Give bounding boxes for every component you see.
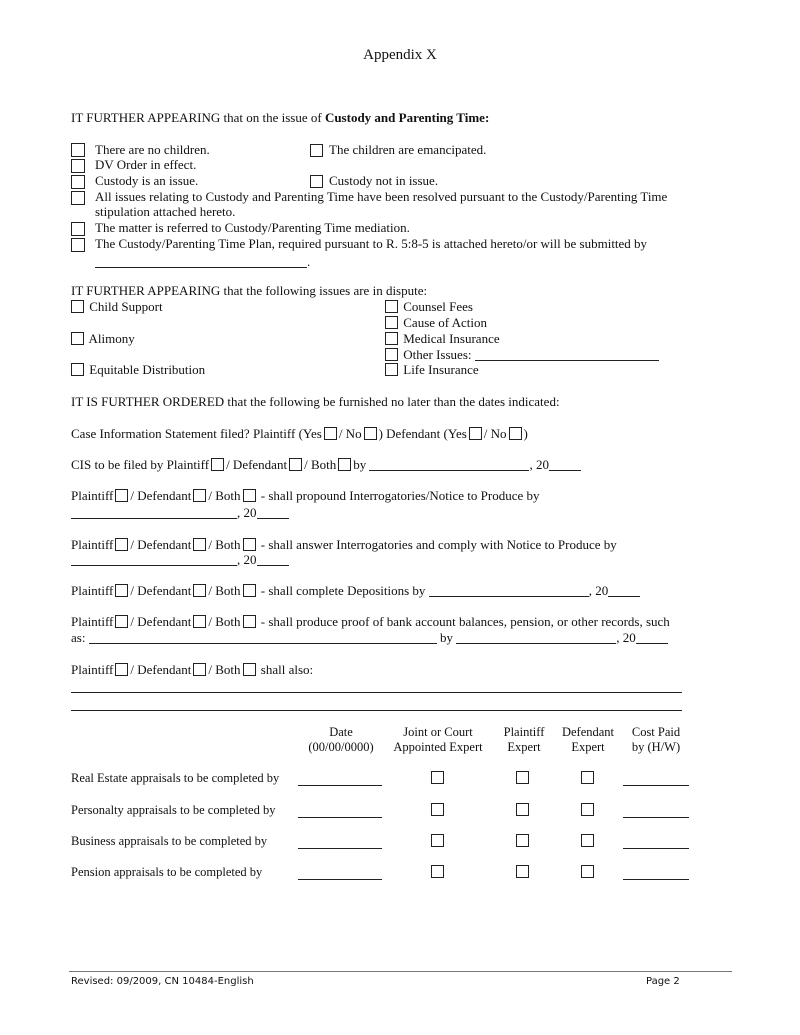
text: by <box>439 630 453 645</box>
checkbox-plaintiff-yes[interactable] <box>324 427 337 440</box>
date-field[interactable] <box>369 458 529 471</box>
intro-text: IT FURTHER APPEARING that on the issue of <box>71 110 325 125</box>
text: / No <box>338 426 362 441</box>
date-field[interactable] <box>298 817 382 818</box>
cost-paid-field[interactable] <box>623 848 689 849</box>
cis-filed-line <box>71 426 528 442</box>
label-custody-issue: Custody is an issue. <box>95 173 199 188</box>
text: - shall produce proof of bank account balances, pension, or other records, such <box>260 614 670 629</box>
text: , 20 <box>588 583 609 598</box>
checkbox-defendant-expert[interactable] <box>581 865 594 878</box>
text: , 20 <box>529 457 549 472</box>
custody-intro <box>71 110 489 126</box>
label: Child Support <box>89 299 163 314</box>
checkbox-joint-expert[interactable] <box>431 865 444 878</box>
label-plan: The Custody/Parenting Time Plan, required pursuant to R. 5:8-5 is attached hereto/or will be submitted by <box>95 236 648 251</box>
checkbox-defendant[interactable] <box>193 663 206 676</box>
appraisal-row-label: Pension appraisals to be completed by <box>71 865 263 879</box>
records-field[interactable] <box>89 631 437 644</box>
checkbox-medical-insurance[interactable] <box>385 332 398 345</box>
text: / Both <box>208 614 241 629</box>
checkbox-defendant[interactable] <box>289 458 302 471</box>
date-field[interactable] <box>71 506 237 519</box>
date-field[interactable] <box>298 785 382 786</box>
checkbox-defendant-yes[interactable] <box>469 427 482 440</box>
dispute-other <box>385 347 659 363</box>
checkbox-plaintiff-expert[interactable] <box>516 865 529 878</box>
label: Equitable Distribution <box>89 362 206 377</box>
year-field[interactable] <box>636 631 668 644</box>
cost-paid-field[interactable] <box>623 817 689 818</box>
checkbox-plaintiff[interactable] <box>115 489 128 502</box>
also-field-1[interactable] <box>71 692 682 693</box>
year-field[interactable] <box>608 584 640 597</box>
checkbox-defendant-no[interactable] <box>509 427 522 440</box>
label: Alimony <box>88 331 135 346</box>
text: / Defendant <box>130 662 192 677</box>
blank-line[interactable] <box>95 255 307 268</box>
text: - shall propound Interrogatories/Notice to Produce by <box>260 488 540 503</box>
also-line <box>71 662 313 678</box>
page-title: Appendix X <box>363 47 437 63</box>
label: Cause of Action <box>403 315 488 330</box>
checkbox-joint-expert[interactable] <box>431 771 444 784</box>
date-field[interactable] <box>429 584 589 597</box>
dispute-life <box>385 362 479 378</box>
text: Case Information Statement filed? Plaintiff (Yes <box>71 426 322 441</box>
checkbox-plaintiff-expert[interactable] <box>516 803 529 816</box>
text: / No <box>483 426 507 441</box>
dispute-counsel-fees <box>385 299 473 315</box>
intro-bold: Custody and Parenting Time: <box>324 110 490 125</box>
checkbox-plaintiff[interactable] <box>115 663 128 676</box>
footer-divider <box>69 971 732 972</box>
header-plaintiff-expert: Plaintiff Expert <box>503 725 545 754</box>
checkbox-joint-expert[interactable] <box>431 834 444 847</box>
dispute-alimony <box>71 331 135 347</box>
date-field[interactable] <box>456 631 616 644</box>
text: / Defendant <box>130 488 192 503</box>
checkbox-issues-resolved[interactable] <box>71 191 85 205</box>
propound-date <box>71 505 289 521</box>
dispute-medical <box>385 331 500 347</box>
label-issues-resolved-cont: stipulation attached hereto. <box>95 204 236 219</box>
header-cost-paid: Cost Paid by (H/W) <box>631 725 681 754</box>
checkbox-alimony[interactable] <box>71 332 84 345</box>
header-joint-expert: Joint or Court Appointed Expert <box>393 725 483 754</box>
text: Plaintiff <box>71 614 114 629</box>
also-field-2[interactable] <box>71 710 682 711</box>
bank-line-cont <box>71 630 668 646</box>
dispute-intro: IT FURTHER APPEARING that the following issues are in dispute: <box>71 283 428 298</box>
cis-to-file-line <box>71 457 581 473</box>
checkbox-plaintiff[interactable] <box>115 615 128 628</box>
label: Life Insurance <box>403 362 479 377</box>
text: shall also: <box>260 662 314 677</box>
checkbox-defendant-expert[interactable] <box>581 771 594 784</box>
appraisal-row-label: Business appraisals to be completed by <box>71 834 268 848</box>
text: Plaintiff <box>71 488 114 503</box>
text: ) Defendant (Yes <box>378 426 467 441</box>
checkbox-defendant[interactable] <box>193 489 206 502</box>
checkbox-plaintiff[interactable] <box>115 584 128 597</box>
bank-line <box>71 614 670 630</box>
ordered-intro: IT IS FURTHER ORDERED that the following be furnished no later than the dates indicated: <box>71 394 560 409</box>
checkbox-plaintiff-expert[interactable] <box>516 834 529 847</box>
text: / Defendant <box>130 537 192 552</box>
checkbox-plaintiff[interactable] <box>211 458 224 471</box>
checkbox-mediation[interactable] <box>71 222 85 236</box>
text: ) <box>523 426 528 441</box>
text: , 20 <box>237 505 257 520</box>
plan-date-field[interactable] <box>95 254 310 270</box>
text: / Both <box>304 457 337 472</box>
checkbox-both[interactable] <box>243 663 256 676</box>
text: / Defendant <box>130 614 192 629</box>
checkbox-dv-order[interactable] <box>71 159 85 173</box>
text: / Both <box>208 488 241 503</box>
header-defendant-expert: Defendant Expert <box>561 725 615 754</box>
answer-date <box>71 552 289 568</box>
date-field[interactable] <box>71 553 237 566</box>
appraisal-row-label: Personalty appraisals to be completed by <box>71 803 276 817</box>
checkbox-both[interactable] <box>243 615 256 628</box>
checkbox-both[interactable] <box>243 538 256 551</box>
date-field[interactable] <box>298 848 382 849</box>
answer-line <box>71 537 617 553</box>
text: Plaintiff <box>71 537 114 552</box>
label: Counsel Fees <box>403 299 473 314</box>
depositions-line <box>71 583 640 599</box>
checkbox-counsel-fees[interactable] <box>385 300 398 313</box>
dispute-equitable <box>71 362 205 378</box>
label: Other Issues: <box>403 347 472 362</box>
year-field[interactable] <box>257 506 289 519</box>
checkbox-defendant[interactable] <box>193 584 206 597</box>
label-custody-not-issue: Custody not in issue. <box>329 173 439 188</box>
period: . <box>307 254 311 269</box>
text: by <box>353 457 367 472</box>
text: / Both <box>208 583 241 598</box>
text: / Both <box>208 537 241 552</box>
text: / Defendant <box>130 583 192 598</box>
checkbox-child-support[interactable] <box>71 300 84 313</box>
checkbox-plaintiff-no[interactable] <box>364 427 377 440</box>
label-mediation: The matter is referred to Custody/Parenting Time mediation. <box>95 220 410 235</box>
checkbox-both[interactable] <box>243 584 256 597</box>
footer-revision: Revised: 09/2009, CN 10484-English <box>71 976 254 987</box>
checkbox-defendant[interactable] <box>193 538 206 551</box>
label-dv-order: DV Order in effect. <box>95 157 197 172</box>
checkbox-custody-not-issue[interactable] <box>310 175 323 188</box>
checkbox-joint-expert[interactable] <box>431 803 444 816</box>
label-issues-resolved: All issues relating to Custody and Parenting Time have been resolved pursuant to the Custody/Parenting Time <box>95 189 668 204</box>
checkbox-plaintiff[interactable] <box>115 538 128 551</box>
checkbox-life-insurance[interactable] <box>385 363 398 376</box>
date-field[interactable] <box>298 879 382 880</box>
text: CIS to be filed by Plaintiff <box>71 457 210 472</box>
text: / Defendant <box>226 457 288 472</box>
checkbox-plan[interactable] <box>71 238 85 252</box>
checkbox-cause-of-action[interactable] <box>385 316 398 329</box>
text: - shall answer Interrogatories and comply with Notice to Produce by <box>260 537 617 552</box>
checkbox-defendant-expert[interactable] <box>581 803 594 816</box>
checkbox-emancipated[interactable] <box>310 144 323 157</box>
text: - shall complete Depositions by <box>260 583 426 598</box>
label-no-children: There are no children. <box>95 142 210 157</box>
footer-page-number: Page 2 <box>646 976 680 987</box>
year-field[interactable] <box>549 458 581 471</box>
checkbox-custody-issue[interactable] <box>71 175 85 189</box>
checkbox-defendant[interactable] <box>193 615 206 628</box>
checkbox-both[interactable] <box>243 489 256 502</box>
label: Medical Insurance <box>403 331 500 346</box>
dispute-child-support <box>71 299 163 315</box>
text: , 20 <box>616 630 636 645</box>
year-field[interactable] <box>257 553 289 566</box>
text: / Both <box>208 662 241 677</box>
cost-paid-field[interactable] <box>623 785 689 786</box>
header-date: Date (00/00/0000) <box>308 725 374 754</box>
text: Plaintiff <box>71 662 114 677</box>
dispute-cause <box>385 315 487 331</box>
propound-line <box>71 488 540 504</box>
other-issues-field[interactable] <box>475 348 659 361</box>
text: , 20 <box>237 552 257 567</box>
text: as: <box>71 630 86 645</box>
checkbox-other-issues[interactable] <box>385 348 398 361</box>
appraisal-row-label: Real Estate appraisals to be completed by <box>71 771 280 785</box>
checkbox-equitable-distribution[interactable] <box>71 363 84 376</box>
label-emancipated: The children are emancipated. <box>329 142 487 157</box>
checkbox-plaintiff-expert[interactable] <box>516 771 529 784</box>
checkbox-no-children[interactable] <box>71 143 85 157</box>
checkbox-both[interactable] <box>338 458 351 471</box>
text: Plaintiff <box>71 583 114 598</box>
checkbox-defendant-expert[interactable] <box>581 834 594 847</box>
cost-paid-field[interactable] <box>623 879 689 880</box>
